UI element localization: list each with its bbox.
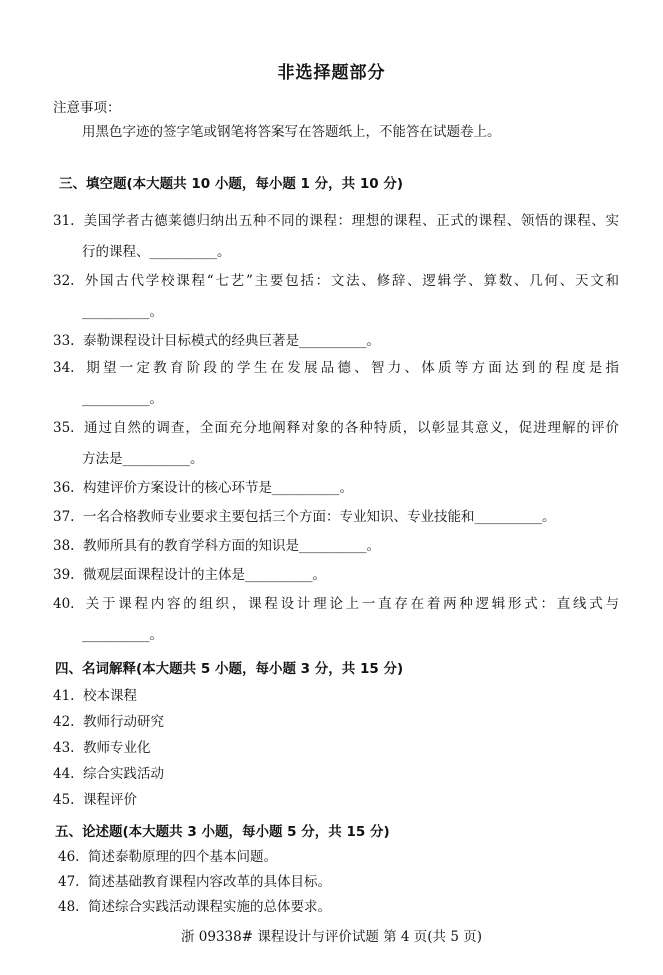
question-text: 微观层面课程设计的主体是__________。 [83, 567, 326, 583]
question-text: 教师所具有的教育学科方面的知识是__________。 [83, 538, 380, 554]
question-46 [58, 849, 277, 865]
question-number: 47. [58, 874, 80, 890]
question-48 [58, 899, 331, 915]
question-number: 41. [53, 688, 75, 704]
question-text: 简述泰勒原理的四个基本问题。 [88, 849, 277, 865]
question-text: 泰勒课程设计目标模式的经典巨著是__________。 [83, 333, 380, 349]
notice-label: 注意事项： [53, 100, 121, 116]
question-number: 36. [53, 480, 75, 496]
question-text: 简述综合实践活动课程实施的总体要求。 [88, 899, 331, 915]
question-36 [53, 480, 353, 496]
question-37 [53, 509, 556, 525]
question-number: 43. [53, 740, 75, 756]
question-43 [53, 740, 151, 756]
question-40-cont: __________。 [82, 627, 163, 643]
question-32-cont: __________。 [82, 304, 163, 320]
question-text: 关于课程内容的组织，课程设计理论上一直存在着两种逻辑形式：直线式与 [83, 596, 619, 612]
question-32 [53, 273, 619, 289]
question-number: 42. [53, 714, 75, 730]
section-3-heading: 三、填空题(本大题共 10 小题，每小题 1 分，共 10 分) [59, 176, 404, 192]
question-text: 构建评价方案设计的核心环节是__________。 [83, 480, 353, 496]
question-number: 48. [58, 899, 80, 915]
question-number: 37. [53, 509, 75, 525]
question-31 [53, 213, 619, 229]
question-45 [53, 792, 137, 808]
section-5-heading: 五、论述题(本大题共 3 小题，每小题 5 分，共 15 分) [55, 824, 390, 840]
page-footer: 浙 09338# 课程设计与评价试题 第 4 页(共 5 页) [180, 929, 482, 945]
question-number: 33. [53, 333, 75, 349]
question-text: 课程评价 [83, 792, 137, 808]
question-number: 31. [53, 213, 75, 229]
question-34 [53, 360, 619, 376]
question-number: 35. [53, 420, 75, 436]
question-number: 38. [53, 538, 75, 554]
question-text: 简述基础教育课程内容改革的具体目标。 [88, 874, 331, 890]
question-39 [53, 567, 326, 583]
question-number: 45. [53, 792, 75, 808]
question-text: 教师行动研究 [83, 714, 164, 730]
question-text: 教师专业化 [83, 740, 151, 756]
question-text: 综合实践活动 [83, 766, 164, 782]
question-38 [53, 538, 380, 554]
question-35 [53, 420, 619, 436]
question-number: 32. [53, 273, 75, 289]
question-40 [53, 596, 619, 612]
question-41 [53, 688, 137, 704]
question-text: 通过自然的调查，全面充分地阐释对象的各种特质，以彰显其意义，促进理解的评价 [83, 420, 619, 436]
page-title: 非选择题部分 [277, 63, 386, 83]
question-34-cont: __________。 [82, 391, 163, 407]
question-text: 外国古代学校课程“七艺”主要包括：文法、修辞、逻辑学、算数、几何、天文和 [83, 273, 619, 289]
question-35-cont: 方法是__________。 [82, 451, 204, 467]
question-text: 美国学者古德莱德归纳出五种不同的课程：理想的课程、正式的课程、领悟的课程、实 [83, 213, 619, 229]
question-number: 46. [58, 849, 80, 865]
question-number: 40. [53, 596, 75, 612]
section-4-heading: 四、名词解释(本大题共 5 小题，每小题 3 分，共 15 分) [55, 661, 404, 677]
question-text: 期望一定教育阶段的学生在发展品德、智力、体质等方面达到的程度是指 [83, 360, 619, 376]
question-33 [53, 333, 380, 349]
question-text: 校本课程 [83, 688, 137, 704]
question-47 [58, 874, 331, 890]
notice-text: 用黑色字迹的签字笔或钢笔将答案写在答题纸上，不能答在试题卷上。 [82, 124, 501, 140]
question-number: 39. [53, 567, 75, 583]
question-31-cont: 行的课程、__________。 [82, 244, 231, 260]
question-number: 44. [53, 766, 75, 782]
question-number: 34. [53, 360, 75, 376]
question-42 [53, 714, 164, 730]
question-text: 一名合格教师专业要求主要包括三个方面：专业知识、专业技能和__________。 [83, 509, 556, 525]
question-44 [53, 766, 164, 782]
